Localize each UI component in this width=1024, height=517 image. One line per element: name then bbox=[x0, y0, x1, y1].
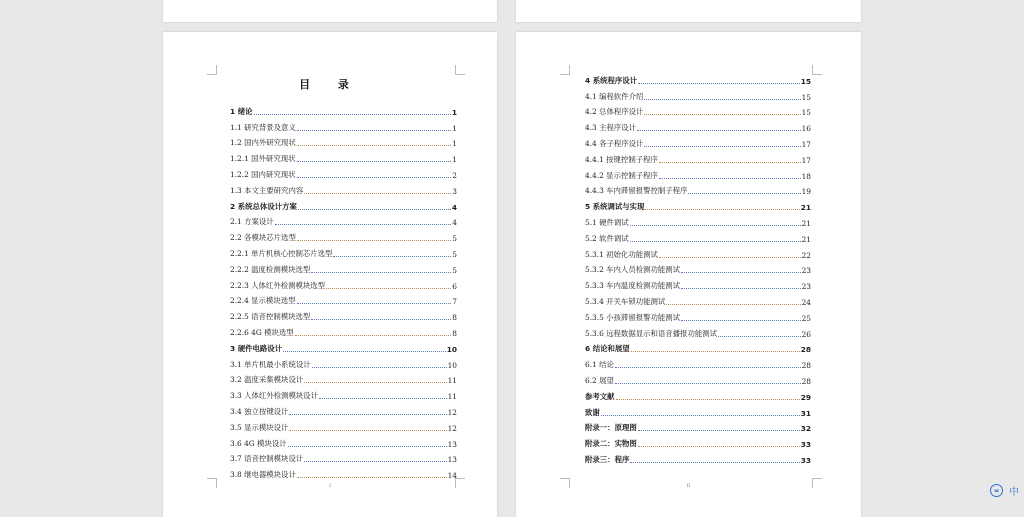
toc-entry-page: 26 bbox=[801, 329, 811, 339]
toc-entry[interactable] bbox=[585, 386, 811, 402]
toc-entry-label: 2.2.3 人体红外检测模块选型 bbox=[230, 280, 326, 290]
toc-entry-label: 3.7 语音控制模块设计 bbox=[230, 454, 304, 464]
toc-entry[interactable] bbox=[230, 164, 457, 180]
dot-leader bbox=[615, 367, 801, 368]
dot-leader bbox=[297, 477, 447, 478]
dot-leader bbox=[644, 146, 800, 147]
toc-entry-page: 13 bbox=[447, 439, 457, 449]
dot-leader bbox=[659, 178, 801, 179]
dot-leader bbox=[681, 288, 801, 289]
margin-mark bbox=[455, 65, 465, 75]
toc-entry-page: 12 bbox=[447, 407, 457, 417]
toc-entry-page: 31 bbox=[800, 408, 811, 418]
toc-entry-label: 2.2.6 4G 模块选型 bbox=[230, 327, 294, 337]
toc-entry[interactable] bbox=[230, 401, 457, 417]
toc-entry[interactable] bbox=[230, 196, 457, 212]
toc-list bbox=[585, 70, 811, 465]
toc-entry-page: 1 bbox=[452, 139, 457, 149]
toc-entry[interactable] bbox=[585, 260, 811, 276]
toc-entry-label: 1.1 研究背景及意义 bbox=[230, 122, 296, 132]
dot-leader bbox=[616, 399, 800, 400]
toc-entry[interactable] bbox=[585, 244, 811, 260]
toc-entry-label: 2.2.2 温度检测模块选型 bbox=[230, 264, 311, 274]
toc-entry[interactable] bbox=[585, 133, 811, 149]
toc-entry-label: 6.1 结论 bbox=[585, 360, 614, 370]
toc-entry-label: 附录二：实物图 bbox=[585, 439, 637, 449]
dot-leader bbox=[254, 114, 451, 115]
dot-leader bbox=[288, 446, 447, 447]
toc-entry[interactable] bbox=[585, 291, 811, 307]
toc-entry[interactable] bbox=[585, 165, 811, 181]
toc-entry-page: 23 bbox=[801, 266, 811, 276]
toc-entry[interactable] bbox=[230, 370, 457, 386]
toc-entry-page: 5 bbox=[452, 234, 457, 244]
dot-leader bbox=[297, 161, 452, 162]
toc-entry[interactable] bbox=[585, 181, 811, 197]
toc-entry-page: 25 bbox=[801, 313, 811, 323]
dot-leader bbox=[637, 130, 801, 131]
toc-entry-page: 5 bbox=[452, 265, 457, 275]
toc-entry-page: 12 bbox=[447, 423, 457, 433]
toc-entry-page: 3 bbox=[452, 186, 457, 196]
dot-leader bbox=[681, 272, 801, 273]
previous-page-left bbox=[163, 0, 497, 22]
toc-entry-label: 2.1 方案设计 bbox=[230, 217, 274, 227]
ime-language-label[interactable]: 中 bbox=[1009, 487, 1019, 498]
toc-entry-label: 1.2.1 国外研究现状 bbox=[230, 154, 296, 164]
toc-entry-label: 6.2 展望 bbox=[585, 375, 614, 385]
toc-entry-label: 3.6 4G 模块设计 bbox=[230, 438, 287, 448]
page-number: II bbox=[686, 483, 691, 489]
toc-entry[interactable] bbox=[230, 275, 457, 291]
dot-leader bbox=[644, 99, 800, 100]
dot-leader bbox=[644, 114, 800, 115]
toc-entry-page: 29 bbox=[800, 392, 811, 402]
input-method-indicator[interactable] bbox=[990, 483, 1019, 498]
toc-entry[interactable] bbox=[585, 370, 811, 386]
dot-leader bbox=[638, 430, 800, 431]
toc-entry-page: 1 bbox=[452, 155, 457, 165]
toc-entry[interactable] bbox=[585, 86, 811, 102]
dot-leader bbox=[688, 193, 800, 194]
toc-entry-label: 4.3 主程序设计 bbox=[585, 123, 637, 133]
toc-entry-label: 4.1 编程软件介绍 bbox=[585, 91, 644, 101]
dot-leader bbox=[275, 224, 452, 225]
toc-entry[interactable] bbox=[585, 339, 811, 355]
margin-mark bbox=[812, 65, 822, 75]
toc-entry-page: 1 bbox=[452, 123, 457, 133]
toc-entry-page: 21 bbox=[800, 203, 811, 213]
toc-entry-label: 4.4.2 显示控制子程序 bbox=[585, 170, 658, 180]
toc-entry-page: 28 bbox=[800, 345, 811, 355]
dot-leader bbox=[659, 257, 801, 258]
dot-leader bbox=[630, 241, 801, 242]
toc-entry-page: 32 bbox=[800, 424, 811, 434]
toc-entry-page: 11 bbox=[447, 376, 457, 386]
toc-entry-label: 4.4 各子程序设计 bbox=[585, 138, 644, 148]
dot-leader bbox=[297, 303, 452, 304]
toc-entry-page: 4 bbox=[452, 218, 457, 228]
toc-entry-page: 14 bbox=[447, 471, 457, 481]
toc-entry-label: 4.2 总体程序设计 bbox=[585, 107, 644, 117]
toc-entry-page: 28 bbox=[801, 376, 811, 386]
toc-entry-label: 5.3.1 初始化功能测试 bbox=[585, 249, 658, 259]
toc-entry-label: 致谢 bbox=[585, 407, 600, 417]
toc-entry-label: 3 硬件电路设计 bbox=[230, 343, 283, 353]
toc-entry[interactable] bbox=[585, 149, 811, 165]
toc-entry[interactable] bbox=[585, 117, 811, 133]
toc-entry-label: 1.2 国内外研究现状 bbox=[230, 138, 296, 148]
dot-leader bbox=[311, 319, 451, 320]
dot-leader bbox=[283, 351, 446, 352]
dot-leader bbox=[311, 272, 451, 273]
toc-entry-page: 22 bbox=[801, 250, 811, 260]
toc-entry[interactable] bbox=[230, 464, 457, 480]
toc-entry[interactable] bbox=[230, 101, 457, 117]
toc-entry-page: 23 bbox=[801, 282, 811, 292]
toc-entry-label: 附录三：程序 bbox=[585, 454, 630, 464]
toc-entry-page: 15 bbox=[801, 92, 811, 102]
toc-entry[interactable] bbox=[585, 228, 811, 244]
toc-entry-label: 4.4.1 按键控制子程序 bbox=[585, 154, 658, 164]
toc-entry-label: 6 结论和展望 bbox=[585, 344, 630, 354]
toc-entry[interactable] bbox=[230, 385, 457, 401]
dot-leader bbox=[638, 446, 800, 447]
toc-entry-page: 19 bbox=[801, 187, 811, 197]
toc-entry-label: 2.2.1 单片机核心控制芯片选型 bbox=[230, 248, 333, 258]
toc-entry-label: 3.5 显示模块设计 bbox=[230, 422, 289, 432]
dot-leader bbox=[289, 414, 446, 415]
toc-entry-label: 5.2 软件调试 bbox=[585, 233, 629, 243]
toc-entry-page: 21 bbox=[801, 218, 811, 228]
toc-entry[interactable] bbox=[230, 227, 457, 243]
toc-entry-label: 参考文献 bbox=[585, 391, 615, 401]
dot-leader bbox=[615, 383, 801, 384]
toc-entry[interactable] bbox=[585, 354, 811, 370]
toc-entry-page: 13 bbox=[447, 455, 457, 465]
toc-entry[interactable] bbox=[585, 402, 811, 418]
toc-entry-page: 4 bbox=[451, 202, 457, 212]
toc-entry-page: 17 bbox=[801, 155, 811, 165]
toc-entry-page: 28 bbox=[801, 361, 811, 371]
dot-leader bbox=[601, 415, 800, 416]
dot-leader bbox=[718, 336, 801, 337]
toc-entry[interactable] bbox=[585, 418, 811, 434]
dot-leader bbox=[631, 351, 800, 352]
dot-leader bbox=[333, 256, 451, 257]
toc-entry[interactable] bbox=[230, 180, 457, 196]
toc-entry-label: 4.4.3 车内滞留报警控制子程序 bbox=[585, 186, 688, 196]
dot-leader bbox=[298, 209, 451, 210]
toc-entry-page: 24 bbox=[801, 297, 811, 307]
toc-entry-page: 18 bbox=[801, 171, 811, 181]
toc-entry-label: 2.2.5 语音控制模块选型 bbox=[230, 312, 311, 322]
dot-leader bbox=[319, 398, 447, 399]
toc-entry[interactable] bbox=[230, 259, 457, 275]
toc-entry[interactable] bbox=[585, 212, 811, 228]
toc-entry[interactable] bbox=[230, 212, 457, 228]
toc-entry-page: 8 bbox=[452, 313, 457, 323]
dot-leader bbox=[289, 430, 446, 431]
toc-entry[interactable] bbox=[230, 449, 457, 465]
toc-entry-page: 33 bbox=[800, 440, 811, 450]
dot-leader bbox=[630, 225, 801, 226]
toc-entry-page: 8 bbox=[452, 328, 457, 338]
previous-page-right bbox=[516, 0, 861, 22]
dot-leader bbox=[645, 209, 799, 210]
margin-mark bbox=[560, 65, 570, 75]
toc-entry-label: 5.3.4 开关车锁功能测试 bbox=[585, 296, 666, 306]
toc-entry-page: 15 bbox=[800, 76, 811, 86]
toc-list bbox=[230, 101, 457, 480]
ime-logo-icon: ω bbox=[990, 484, 1003, 497]
toc-title: 目 录 bbox=[299, 78, 361, 91]
toc-entry[interactable] bbox=[585, 449, 811, 465]
toc-entry[interactable] bbox=[230, 243, 457, 259]
toc-entry[interactable] bbox=[230, 291, 457, 307]
toc-entry-page: 5 bbox=[452, 249, 457, 259]
document-page-1 bbox=[163, 32, 497, 517]
toc-entry-label: 1.2.2 国内研究现状 bbox=[230, 169, 296, 179]
toc-entry[interactable] bbox=[585, 102, 811, 118]
toc-entry-label: 5.3.3 车内温度检测功能测试 bbox=[585, 281, 681, 291]
dot-leader bbox=[297, 240, 451, 241]
toc-entry[interactable] bbox=[585, 196, 811, 212]
toc-entry-label: 5.1 硬件调试 bbox=[585, 217, 629, 227]
toc-entry[interactable] bbox=[230, 338, 457, 354]
toc-entry-page: 6 bbox=[452, 281, 457, 291]
toc-entry[interactable] bbox=[230, 417, 457, 433]
toc-entry-label: 5.3.5 小孩滞留报警功能测试 bbox=[585, 312, 681, 322]
toc-entry-label: 5.3.6 远程数据显示和语音播报功能测试 bbox=[585, 328, 718, 338]
toc-entry-label: 3.8 继电器模块设计 bbox=[230, 470, 296, 480]
toc-entry-page: 7 bbox=[452, 297, 457, 307]
toc-entry[interactable] bbox=[585, 307, 811, 323]
dot-leader bbox=[638, 83, 800, 84]
toc-entry-page: 15 bbox=[801, 108, 811, 118]
toc-entry-label: 1 绪论 bbox=[230, 106, 253, 116]
toc-entry-page: 11 bbox=[447, 392, 457, 402]
dot-leader bbox=[297, 130, 451, 131]
document-page-2 bbox=[516, 32, 861, 517]
toc-entry-label: 2.2.4 显示模块选型 bbox=[230, 296, 296, 306]
dot-leader bbox=[304, 461, 446, 462]
toc-entry-page: 10 bbox=[447, 360, 457, 370]
dot-leader bbox=[666, 304, 800, 305]
toc-entry[interactable] bbox=[585, 70, 811, 86]
page-number: I bbox=[329, 483, 331, 489]
toc-entry-label: 2 系统总体设计方案 bbox=[230, 201, 297, 211]
toc-entry-label: 3.3 人体红外检测模块设计 bbox=[230, 391, 319, 401]
dot-leader bbox=[312, 367, 447, 368]
dot-leader bbox=[297, 145, 451, 146]
toc-entry-label: 2.2 各模块芯片选型 bbox=[230, 233, 296, 243]
toc-entry-label: 5.3.2 车内人员检测功能测试 bbox=[585, 265, 681, 275]
toc-entry[interactable] bbox=[230, 117, 457, 133]
toc-entry[interactable] bbox=[230, 433, 457, 449]
toc-entry[interactable] bbox=[585, 323, 811, 339]
toc-entry[interactable] bbox=[230, 322, 457, 338]
toc-entry-label: 3.2 温度采集模块设计 bbox=[230, 375, 304, 385]
margin-mark bbox=[207, 65, 217, 75]
toc-entry-page: 2 bbox=[452, 170, 457, 180]
dot-leader bbox=[326, 288, 451, 289]
toc-entry[interactable] bbox=[230, 354, 457, 370]
toc-entry-page: 10 bbox=[446, 344, 457, 354]
toc-entry-label: 5 系统调试与实现 bbox=[585, 202, 645, 212]
dot-leader bbox=[304, 382, 446, 383]
toc-entry[interactable] bbox=[230, 148, 457, 164]
dot-leader bbox=[295, 335, 452, 336]
toc-entry[interactable] bbox=[230, 306, 457, 322]
toc-entry[interactable] bbox=[230, 133, 457, 149]
dot-leader bbox=[659, 162, 801, 163]
dot-leader bbox=[630, 462, 799, 463]
toc-entry-page: 21 bbox=[801, 234, 811, 244]
toc-entry[interactable] bbox=[585, 433, 811, 449]
toc-entry-page: 1 bbox=[451, 107, 457, 117]
dot-leader bbox=[681, 320, 801, 321]
toc-entry-label: 4 系统程序设计 bbox=[585, 75, 638, 85]
dot-leader bbox=[297, 177, 452, 178]
toc-entry-label: 附录一：原理图 bbox=[585, 423, 637, 433]
toc-entry[interactable] bbox=[585, 275, 811, 291]
toc-entry-page: 33 bbox=[800, 455, 811, 465]
toc-entry-label: 3.1 单片机最小系统设计 bbox=[230, 359, 311, 369]
toc-entry-page: 17 bbox=[801, 139, 811, 149]
toc-entry-label: 3.4 独立按键设计 bbox=[230, 406, 289, 416]
toc-entry-label: 1.3 本文主要研究内容 bbox=[230, 185, 304, 195]
dot-leader bbox=[304, 193, 451, 194]
toc-entry-page: 16 bbox=[801, 124, 811, 134]
